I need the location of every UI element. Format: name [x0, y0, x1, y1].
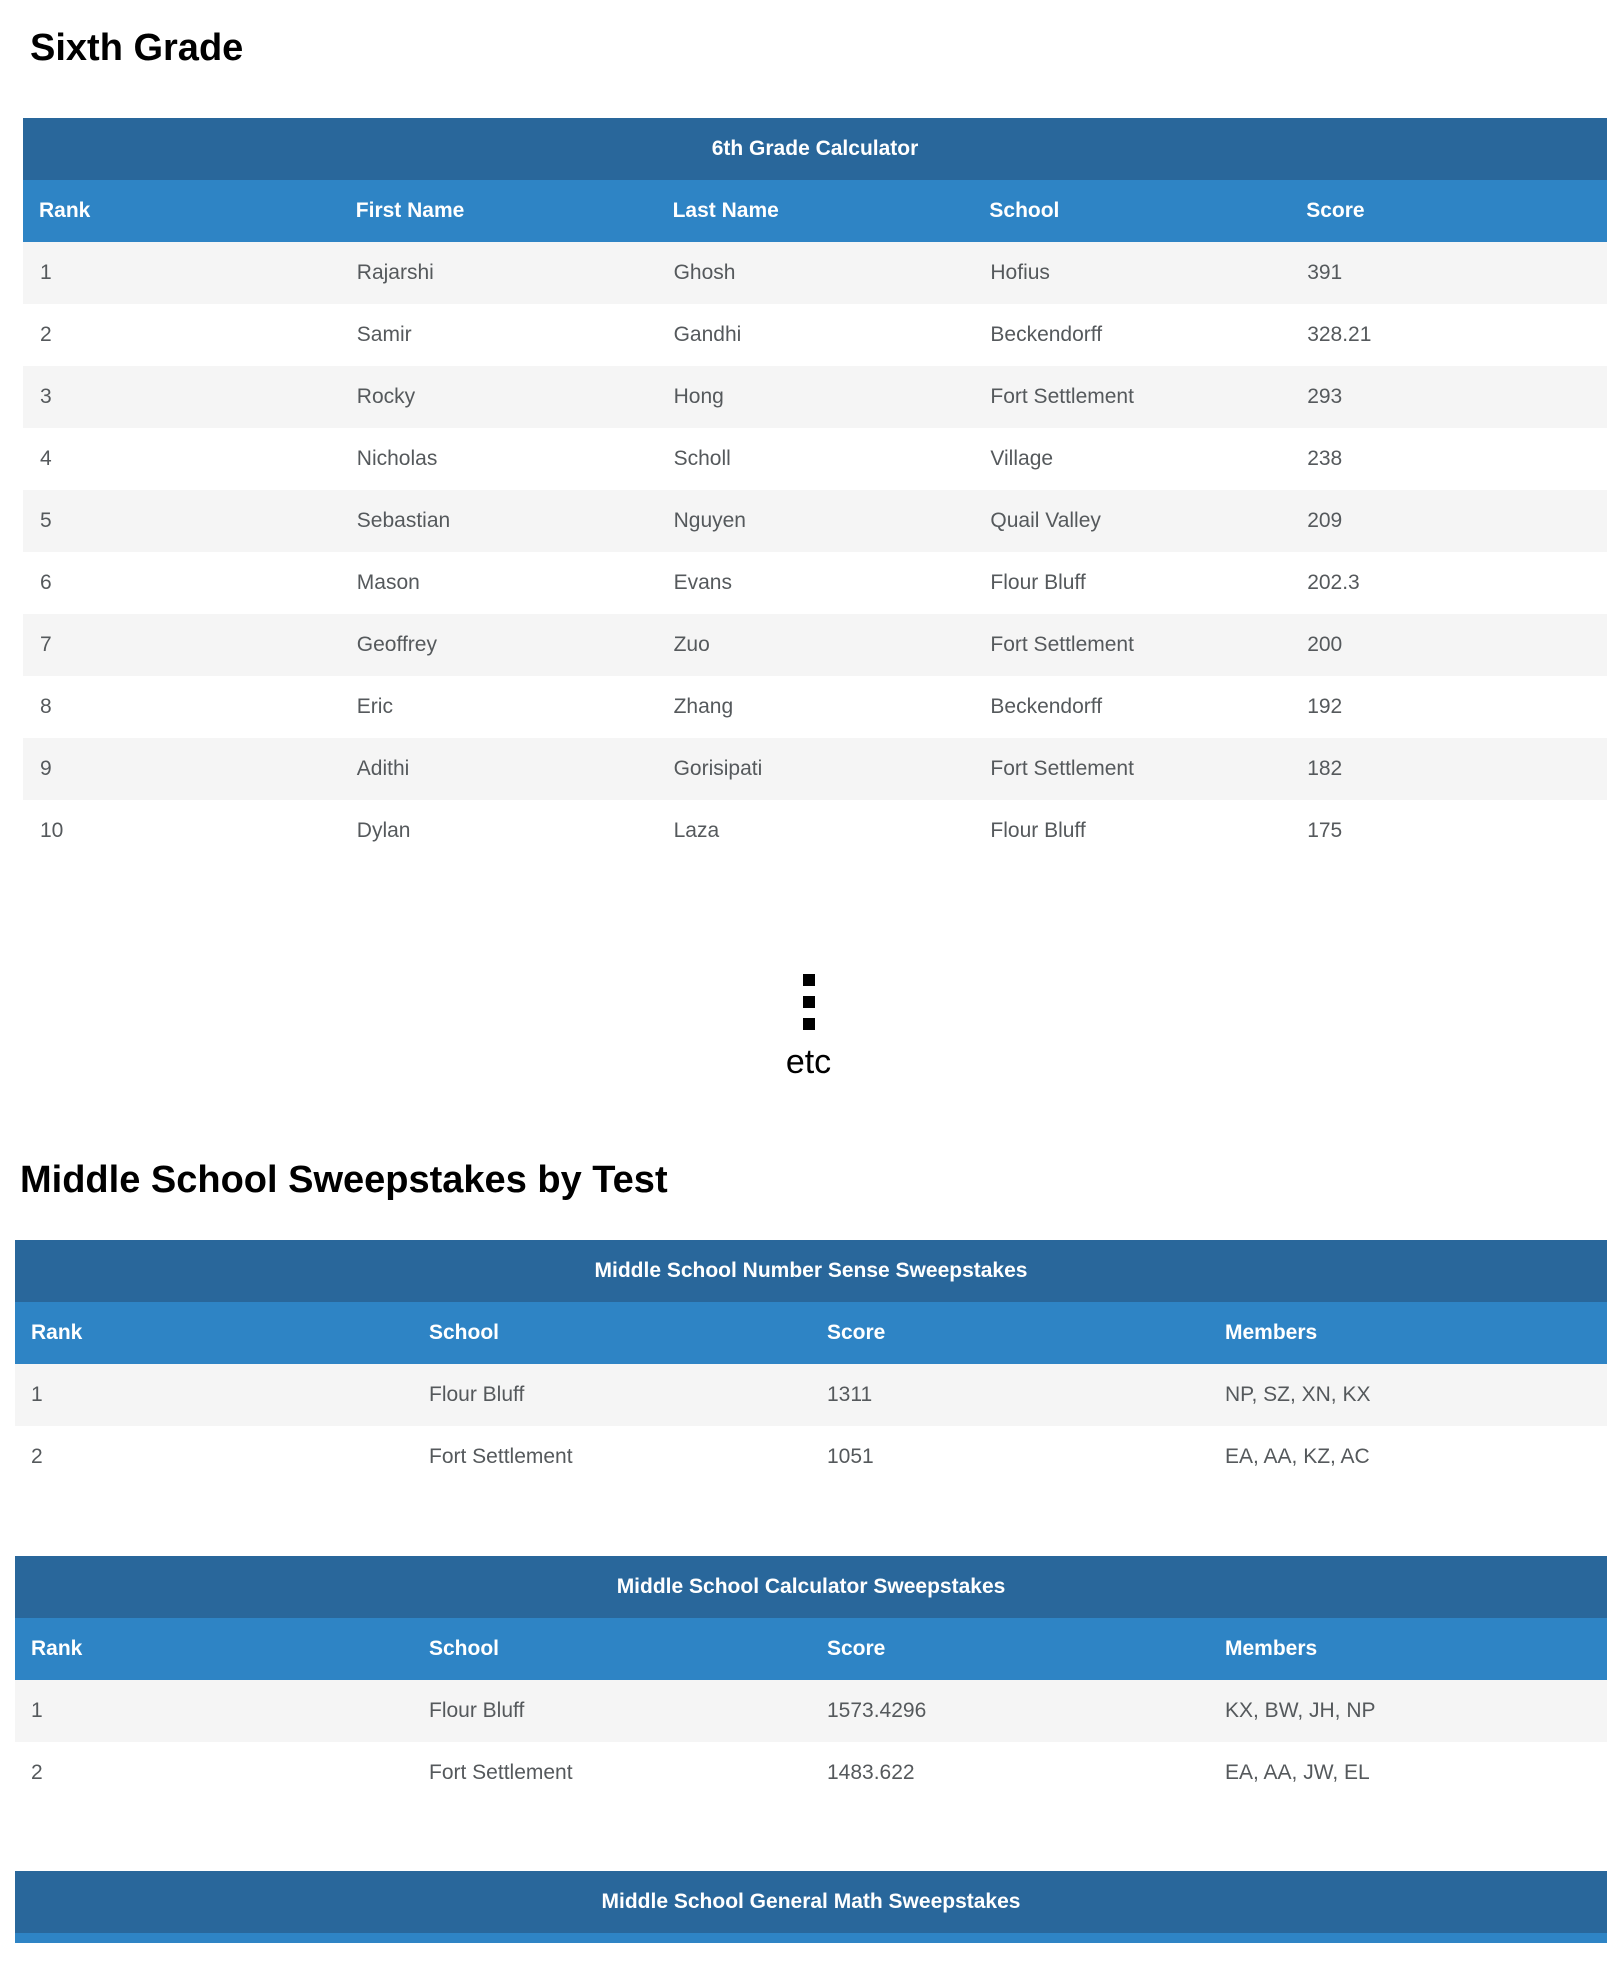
etc-label: etc: [785, 1043, 832, 1081]
ellipsis-dot: [803, 996, 815, 1008]
table-row: [23, 676, 1607, 738]
cell: Rocky: [356, 385, 416, 408]
cell: 1573.4296: [827, 1699, 927, 1722]
cell: Rajarshi: [356, 261, 434, 284]
column-header-members: Members: [1209, 1302, 1607, 1364]
ellipsis-dot: [803, 1018, 815, 1030]
cell: Samir: [356, 323, 412, 346]
table-title: Middle School General Math Sweepstakes: [15, 1871, 1607, 1933]
cell: 1: [31, 1383, 43, 1406]
column-header: [1209, 1933, 1607, 1943]
table-row: [23, 552, 1607, 614]
cell: Beckendorff: [990, 323, 1103, 346]
cell: Quail Valley: [990, 509, 1101, 532]
general-math-sweepstakes-table: [15, 1871, 1607, 1943]
cell: Nguyen: [673, 509, 746, 532]
cell: Flour Bluff: [429, 1383, 525, 1406]
column-header: [413, 1933, 811, 1943]
cell: Flour Bluff: [429, 1699, 525, 1722]
cell: NP, SZ, XN, KX: [1225, 1383, 1371, 1406]
table-row: [23, 614, 1607, 676]
column-header-school: School: [973, 180, 1290, 242]
cell: Hofius: [990, 261, 1050, 284]
cell: 5: [40, 509, 52, 532]
cell: Scholl: [673, 447, 731, 470]
cell: Mason: [356, 571, 420, 594]
table-row: [15, 1742, 1607, 1804]
table-title: Middle School Number Sense Sweepstakes: [15, 1240, 1607, 1302]
column-header-rank: Rank: [23, 180, 340, 242]
cell: 2: [40, 323, 52, 346]
column-header-rank: Rank: [15, 1302, 413, 1364]
vertical-ellipsis-icon: [0, 974, 1617, 1030]
cell: Nicholas: [356, 447, 438, 470]
cell: Zuo: [673, 633, 710, 656]
table-title-row: [23, 118, 1607, 180]
sixth-grade-calculator-table: [23, 118, 1607, 862]
cell: 6: [40, 571, 52, 594]
column-header-row: [15, 1302, 1607, 1364]
table-title-row: [15, 1240, 1607, 1302]
cell: 3: [40, 385, 52, 408]
table-title: 6th Grade Calculator: [23, 118, 1607, 180]
cell: Sebastian: [356, 509, 451, 532]
cell: Fort Settlement: [990, 757, 1134, 780]
cell: 391: [1307, 261, 1343, 284]
section-title-middle-school-sweepstakes: Middle School Sweepstakes by Test: [20, 1159, 668, 1201]
column-header-score: Score: [811, 1618, 1209, 1680]
cell: 182: [1307, 757, 1343, 780]
number-sense-sweepstakes-table: [15, 1240, 1607, 1488]
cell: 2: [31, 1761, 43, 1784]
table-row: [23, 242, 1607, 304]
cell: 192: [1307, 695, 1343, 718]
column-header-row: [15, 1618, 1607, 1680]
table-title: Middle School Calculator Sweepstakes: [15, 1556, 1607, 1618]
table-row: [23, 738, 1607, 800]
cell: Flour Bluff: [990, 819, 1086, 842]
table-row: [23, 490, 1607, 552]
table-row: [15, 1680, 1607, 1742]
cell: 200: [1307, 633, 1343, 656]
cell: Fort Settlement: [990, 633, 1134, 656]
table-title-row: [15, 1556, 1607, 1618]
cell: Ghosh: [673, 261, 736, 284]
table-title-row: [15, 1871, 1607, 1933]
cell: KX, BW, JH, NP: [1225, 1699, 1376, 1722]
cell: 238: [1307, 447, 1343, 470]
column-header-last-name: Last Name: [657, 180, 974, 242]
column-header-school: School: [413, 1618, 811, 1680]
cell: 10: [40, 819, 64, 842]
calculator-sweepstakes-table: [15, 1556, 1607, 1804]
column-header-rank: Rank: [15, 1618, 413, 1680]
table-row: [15, 1426, 1607, 1488]
table-row: [23, 428, 1607, 490]
column-header-row: [15, 1933, 1607, 1943]
cell: Dylan: [356, 819, 411, 842]
column-header-score: Score: [1290, 180, 1607, 242]
cell: Evans: [673, 571, 732, 594]
cell: 209: [1307, 509, 1343, 532]
cell: Gandhi: [673, 323, 742, 346]
table-row: [23, 304, 1607, 366]
cell: 1: [31, 1699, 43, 1722]
cell: 4: [40, 447, 52, 470]
column-header-members: Members: [1209, 1618, 1607, 1680]
table-row: [23, 800, 1607, 862]
cell: Fort Settlement: [990, 385, 1134, 408]
cell: Geoffrey: [356, 633, 437, 656]
cell: 2: [31, 1445, 43, 1468]
cell: 202.3: [1307, 571, 1360, 594]
cell: 293: [1307, 385, 1343, 408]
cell: 1311: [827, 1383, 873, 1406]
table-row: [23, 366, 1607, 428]
cell: 1483.622: [827, 1761, 915, 1784]
column-header-school: School: [413, 1302, 811, 1364]
column-header-score: Score: [811, 1302, 1209, 1364]
cell: 1: [40, 261, 52, 284]
cell: Zhang: [673, 695, 734, 718]
cell: EA, AA, JW, EL: [1225, 1761, 1370, 1784]
cell: Village: [990, 447, 1054, 470]
cell: Flour Bluff: [990, 571, 1086, 594]
ellipsis-dot: [803, 974, 815, 986]
cell: EA, AA, KZ, AC: [1225, 1445, 1370, 1468]
cell: Laza: [673, 819, 720, 842]
cell: Adithi: [356, 757, 410, 780]
cell: Fort Settlement: [429, 1445, 573, 1468]
cell: 1051: [827, 1445, 874, 1468]
cell: 328.21: [1307, 323, 1372, 346]
cell: Hong: [673, 385, 724, 408]
cell: Eric: [356, 695, 393, 718]
column-header-first-name: First Name: [340, 180, 657, 242]
column-header-row: [23, 180, 1607, 242]
cell: 9: [40, 757, 52, 780]
cell: Gorisipati: [673, 757, 763, 780]
cell: 7: [40, 633, 52, 656]
cell: Fort Settlement: [429, 1761, 573, 1784]
column-header: [811, 1933, 1209, 1943]
cell: 175: [1307, 819, 1343, 842]
table-row: [15, 1364, 1607, 1426]
column-header: [15, 1933, 413, 1943]
cell: 8: [40, 695, 52, 718]
cell: Beckendorff: [990, 695, 1103, 718]
section-title-sixth-grade: Sixth Grade: [30, 27, 244, 69]
